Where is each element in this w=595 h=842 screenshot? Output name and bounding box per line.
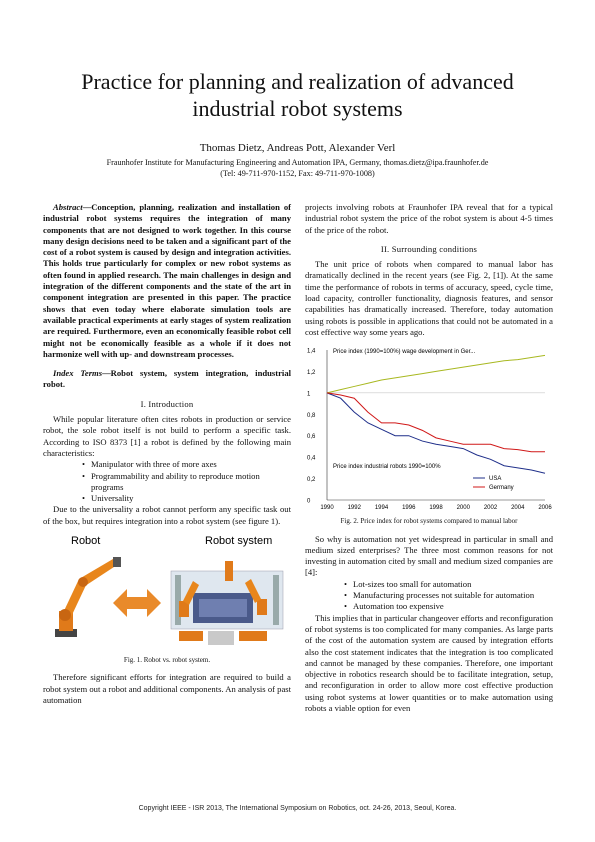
- y-tick-label: 1,2: [307, 370, 316, 377]
- intro-paragraph-1: While popular literature often cites robots in production or service robot, the sole robot itself is not build to perform a specific task. According to ISO 8373 [1] a robot is defined by the following main characteristics:: [43, 414, 291, 458]
- figure-1-robot-label: Robot: [71, 535, 101, 548]
- section-heading-surrounding-conditions: II. Surrounding conditions: [380, 243, 478, 254]
- figure-1-robot-system-label: Robot system: [205, 535, 273, 548]
- index-terms: [43, 368, 291, 391]
- figure-1-caption: Fig. 1. Robot vs. robot system.: [123, 656, 211, 665]
- abstract: [43, 202, 291, 360]
- x-tick-label: 2002: [483, 505, 498, 512]
- right-paragraph-0: projects involving robots at Fraunhofer IPA reveal that for a typical industrial robot system the price of the robot system is about 4-5 times of the price of the robot.: [305, 202, 553, 235]
- y-tick-label: 0,4: [307, 455, 316, 462]
- y-tick-label: 1: [307, 391, 311, 398]
- section2-paragraph-2: So why is automation not yet widespread in particular in small and medium sized enterprises? The three most common reasons for not investing in automation cited by small and medium sized companies are [4]:: [305, 533, 553, 578]
- y-tick-label: 0,2: [307, 477, 316, 484]
- legend-label: Germany: [489, 485, 514, 492]
- figure-1-image: [43, 531, 291, 651]
- x-tick-label: 1996: [402, 505, 416, 512]
- list-item: • Manipulator with three of more axes: [91, 459, 291, 470]
- x-tick-label: 1998: [429, 505, 443, 512]
- index-terms-text: —Robot system, system integration, industrial robot.: [43, 368, 292, 390]
- intro-paragraph-2: Due to the universality a robot cannot perform any specific task out of the box, but requires integration into a robot system (see figure 1).: [43, 504, 291, 526]
- section2-paragraph-1: The unit price of robots when compared to manual labor has dramatically declined in the recent years (see Fig. 2, [1]). At the same time the performance of robots in terms of accuracy, speed, cycle time, load capacity, controller functionality, diagnosis features, and sensor capabilities has dramatically increased. Therefore, today automation using robots is possible in applications that could not be automated in a cost effective way some years ago.: [305, 259, 553, 337]
- intro-paragraph-3: Therefore significant efforts for integration are required to build a robot system out a robot and additional components. An analysis of past automation: [43, 672, 291, 705]
- list-item: • Manufacturing processes not suitable for automation: [353, 590, 553, 601]
- annotation-wage: Price index (1990=100%) wage development in Ger...: [333, 349, 476, 356]
- x-tick-label: 2004: [511, 505, 525, 512]
- x-tick-label: 1990: [320, 505, 334, 512]
- figure-2: [305, 342, 553, 512]
- copyright-footer: Copyright IEEE - ISR 2013, The International Symposium on Robotics, oct. 24-26, 2013, Seoul, Korea.: [138, 805, 457, 812]
- list-item: • Lot-sizes too small for automation: [353, 579, 553, 590]
- x-tick-label: 1994: [374, 505, 389, 512]
- price-index-chart: [305, 342, 553, 512]
- left-column: [43, 202, 291, 706]
- figure-1: [43, 531, 291, 651]
- paper-title: [40, 68, 555, 122]
- x-tick-label: 2000: [456, 505, 470, 512]
- contact-info: (Tel: 49-711-970-1152, Fax: 49-711-970-1008): [220, 169, 375, 178]
- right-column: [305, 202, 553, 714]
- title-line-2: industrial robot systems: [192, 96, 403, 121]
- y-tick-label: 0: [307, 498, 311, 505]
- x-tick-label: 1992: [347, 505, 361, 512]
- list-item: • Universality: [91, 493, 291, 504]
- affiliation: Fraunhofer Institute for Manufacturing Engineering and Automation IPA, Germany, thomas.dietz@ipa.fraunhofer.de: [106, 158, 489, 167]
- y-tick-label: 0,6: [307, 434, 316, 441]
- annotation-robots: Price index industrial robots 1990=100%: [333, 464, 441, 471]
- list-item: • Automation too expensive: [353, 601, 553, 612]
- single-robot-drawing: [55, 557, 121, 637]
- authors: Thomas Dietz, Andreas Pott, Alexander Verl: [199, 142, 396, 154]
- figure-2-caption: Fig. 2. Price index for robot systems compared to manual labor: [340, 517, 518, 526]
- section2-paragraph-3: This implies that in particular changeover efforts and reconfiguration of robot systems is too complicated for many companies. As large parts of the cost of the automation system are caused by integration efforts also the cost statement indicates that the integration is too complicated and cannot be managed by these companies. Therefore, one important objective in robotics research should be to facilitate integration, setup, and reconfiguration in order to allow more cost effective production using robot systems at lower quantities or to make automation using robots a viable option for even: [305, 612, 553, 714]
- intro-bullet-list: [43, 459, 291, 504]
- x-tick-label: 2006: [538, 505, 552, 512]
- list-item: • Programmability and ability to reproduce motion programs: [91, 471, 291, 494]
- affiliation-block: [40, 157, 555, 179]
- section-heading-introduction: I. Introduction: [140, 398, 194, 409]
- abstract-label: Abstract: [53, 202, 83, 212]
- legend-label: USA: [489, 476, 502, 483]
- reasons-bullet-list: [305, 579, 553, 613]
- double-arrow-icon: [113, 589, 161, 617]
- y-tick-label: 0,8: [307, 413, 316, 420]
- robot-system-drawing: [171, 561, 283, 645]
- y-tick-label: 1,4: [307, 348, 316, 355]
- abstract-text: —Conception, planning, realization and installation of industrial robot systems requires the integration of many components that are not designed to work together. In this course many design decisions need to be taken and a significant part of the cost of a robot system is caused by design and integration activities. This holds true particularly for complex or new robot systems as often found in applied research. The main challenges in design and integration of the different components and the state of the art in component integration are presented in this paper. The practice shows that even today where elaborate simulation tools are available practical experiments at early stages of system realization are required. Furthermore, even an economically feasible robot cell might not be economically feasible as a whole if it does not harmonize well with up- and downstream processes.: [43, 202, 291, 359]
- title-line-1: Practice for planning and realization of advanced: [81, 69, 514, 94]
- index-terms-label: Index Terms: [53, 368, 103, 379]
